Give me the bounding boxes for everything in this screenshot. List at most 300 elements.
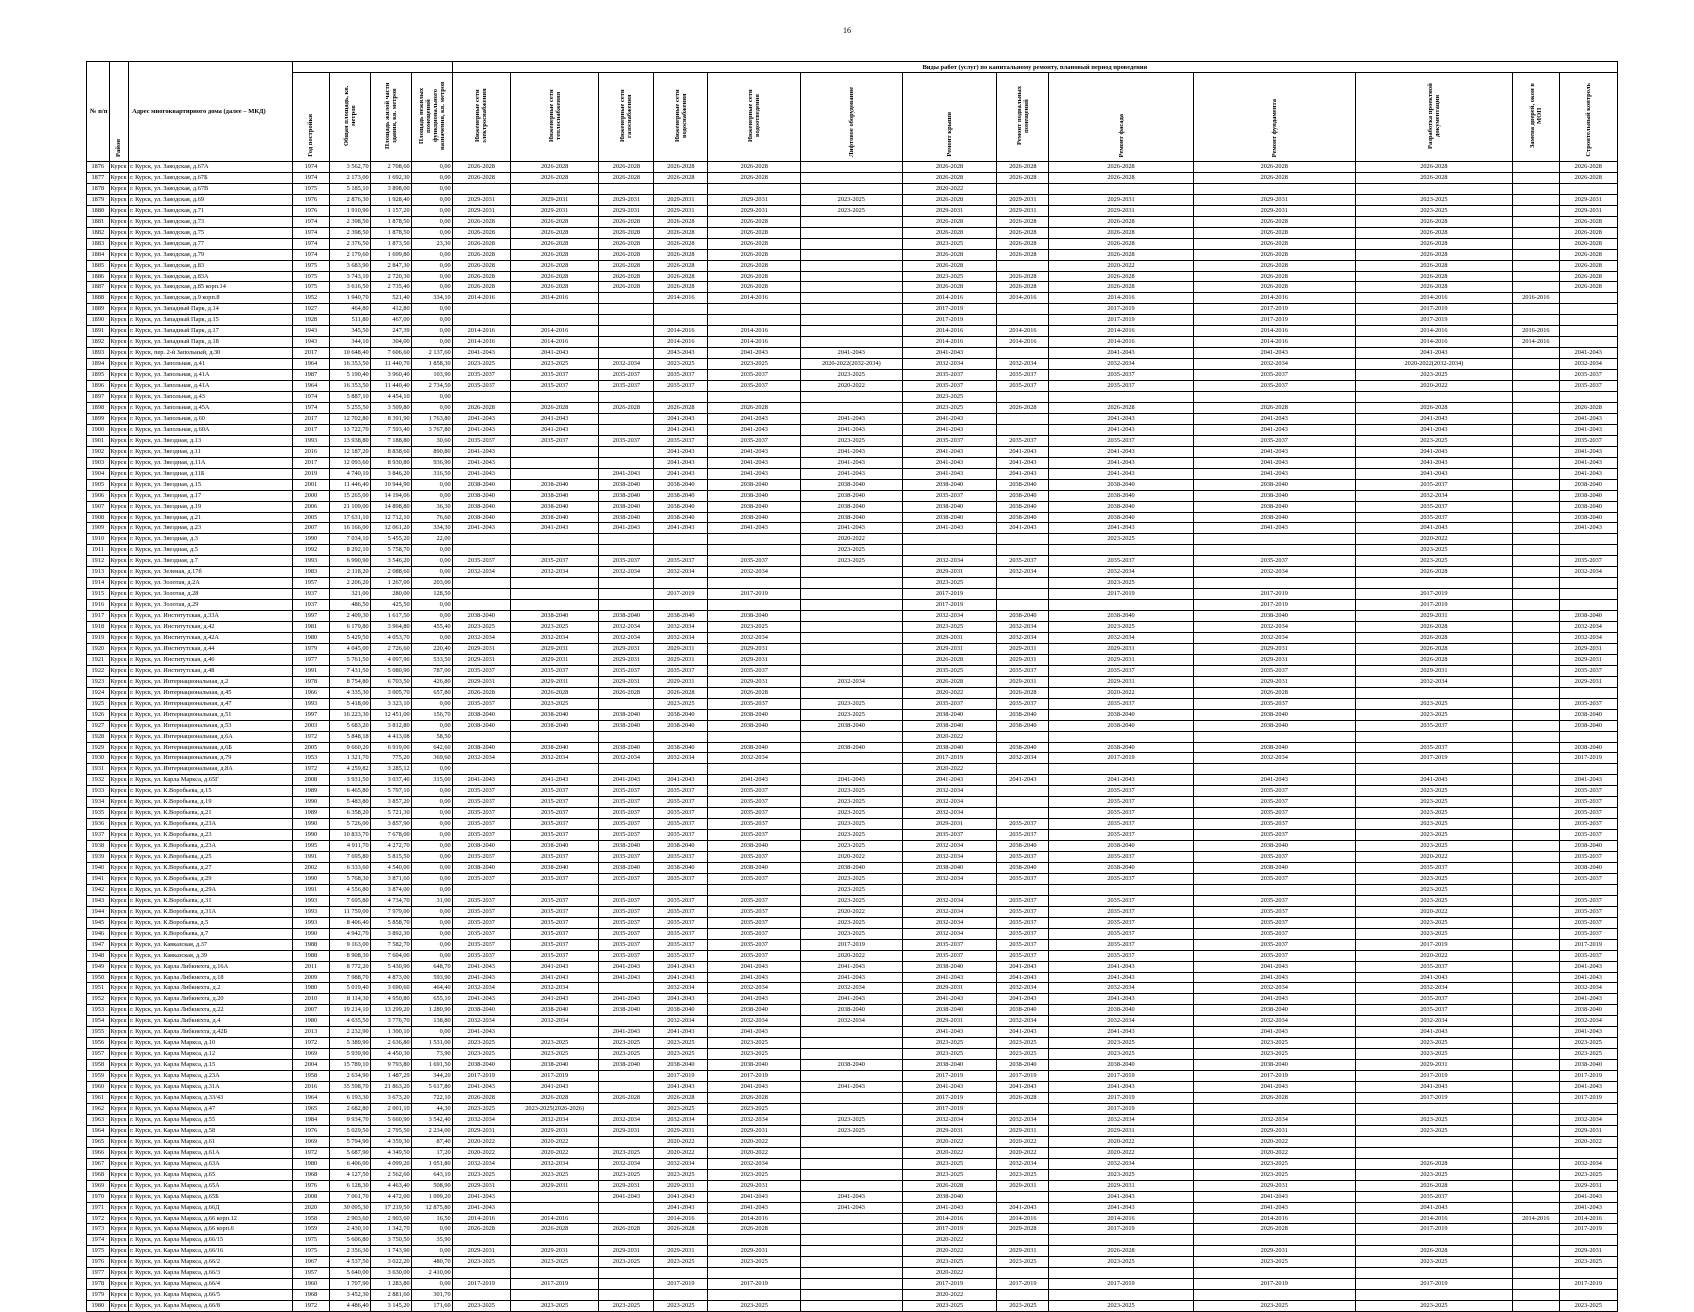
table-cell: 2017-2019 <box>1193 1071 1355 1082</box>
table-cell <box>801 1093 902 1104</box>
table-cell: 2003 <box>293 720 330 731</box>
table-cell: 2041-2043 <box>1193 1027 1355 1038</box>
table-cell: 2041-2043 <box>1355 523 1513 534</box>
table-cell: 5 418,00 <box>329 698 370 709</box>
table-cell: 2026-2028 <box>1559 282 1617 293</box>
address-cell: г. Курск, ул. Интернациональная, д.47 <box>129 698 293 709</box>
table-cell: 5 190,40 <box>329 370 370 381</box>
header-group-row <box>87 62 1618 73</box>
table-cell: 2038-2040 <box>654 720 708 731</box>
table-cell: 0,00 <box>411 1027 452 1038</box>
table-cell <box>801 162 902 173</box>
table-cell <box>1513 1136 1559 1147</box>
table-row <box>87 359 1618 370</box>
table-cell: 2035-2037 <box>599 950 654 961</box>
table-cell: 2035-2037 <box>1559 917 1617 928</box>
table-cell: 35 598,70 <box>329 1082 370 1093</box>
table-cell: 2017-2019 <box>452 1279 510 1290</box>
address-cell: г. Курск, ул. Заводская, д.75 <box>129 227 293 238</box>
table-cell <box>1513 1147 1559 1158</box>
table-cell <box>997 392 1049 403</box>
table-cell: 3 452,30 <box>329 1290 370 1301</box>
row-number: 1906 <box>87 490 110 501</box>
row-number: 1938 <box>87 841 110 852</box>
table-cell: 0,00 <box>411 315 452 326</box>
table-cell: 2017-2019 <box>997 1071 1049 1082</box>
table-cell: 2014-2016 <box>902 326 997 337</box>
table-cell: 2026-2028 <box>997 1093 1049 1104</box>
table-cell: 2038-2040 <box>1049 1005 1194 1016</box>
table-cell: 2035-2037 <box>599 830 654 841</box>
table-cell: 2026-2028 <box>708 687 801 698</box>
district-cell: Курск <box>109 205 128 216</box>
table-cell: 2026-2028 <box>452 227 510 238</box>
table-cell: 3 776,70 <box>370 1016 411 1027</box>
table-cell: 2038-2040 <box>708 863 801 874</box>
table-cell: 203,00 <box>411 578 452 589</box>
table-cell: 2029-2031 <box>510 643 598 654</box>
table-row <box>87 260 1618 271</box>
table-cell: 2038-2040 <box>997 512 1049 523</box>
table-cell: 5 455,20 <box>370 534 411 545</box>
row-number: 1883 <box>87 238 110 249</box>
table-cell: 6 919,00 <box>370 742 411 753</box>
table-cell: 2023-2025 <box>801 884 902 895</box>
table-cell <box>510 578 598 589</box>
table-cell: 2035-2037 <box>510 830 598 841</box>
table-cell: 2029-2031 <box>1049 643 1194 654</box>
table-row <box>87 1180 1618 1191</box>
row-number: 1877 <box>87 172 110 183</box>
table-cell: 2038-2040 <box>1193 479 1355 490</box>
table-cell: 2026-2028 <box>1193 227 1355 238</box>
table-cell: 2023-2025 <box>902 1257 997 1268</box>
table-cell: 2026-2028 <box>1355 654 1513 665</box>
table-cell: 2014-2016 <box>1049 1213 1194 1224</box>
table-cell: 321,00 <box>329 589 370 600</box>
table-cell: 2032-2034 <box>997 359 1049 370</box>
table-cell: 2026-2028 <box>452 282 510 293</box>
table-cell <box>801 764 902 775</box>
table-cell: 2035-2037 <box>510 852 598 863</box>
table-cell: 10 833,70 <box>329 830 370 841</box>
table-cell: 2035-2037 <box>452 917 510 928</box>
table-cell: 2041-2043 <box>452 424 510 435</box>
district-cell: Курск <box>109 928 128 939</box>
table-cell: 2029-2031 <box>1193 1246 1355 1257</box>
table-cell: 2014-2016 <box>708 326 801 337</box>
table-cell: 2023-2025 <box>1355 786 1513 797</box>
table-cell: 2032-2034 <box>997 567 1049 578</box>
table-cell <box>599 534 654 545</box>
table-cell <box>1513 1049 1559 1060</box>
table-cell <box>599 326 654 337</box>
table-cell: 12 702,80 <box>329 413 370 424</box>
table-cell: 1943 <box>293 337 330 348</box>
table-cell: 6 128,30 <box>329 1180 370 1191</box>
header-col-year: Год постройки <box>293 73 330 162</box>
table-cell: 2041-2043 <box>1049 424 1194 435</box>
table-cell: 2038-2040 <box>1049 611 1194 622</box>
table-cell: 2029-2031 <box>1193 194 1355 205</box>
table-cell: 2026-2028 <box>1355 622 1513 633</box>
table-cell <box>997 183 1049 194</box>
table-cell: 2011 <box>293 961 330 972</box>
table-cell <box>1559 884 1617 895</box>
table-cell: 2038-2040 <box>902 1060 997 1071</box>
table-cell: 2035-2037 <box>654 786 708 797</box>
table-cell: 4 045,00 <box>329 643 370 654</box>
table-cell: 2017-2019 <box>1049 1093 1194 1104</box>
table-cell: 1991 <box>293 884 330 895</box>
table-cell: 5 606,80 <box>329 1235 370 1246</box>
table-cell: 2029-2031 <box>1559 654 1617 665</box>
table-cell: 2032-2034 <box>1193 753 1355 764</box>
table-cell: 2023-2025 <box>1559 1038 1617 1049</box>
district-cell: Курск <box>109 556 128 567</box>
table-cell: 2023-2025 <box>1355 545 1513 556</box>
table-cell: 2023-2025 <box>801 797 902 808</box>
table-cell: 2023-2025 <box>599 1169 654 1180</box>
table-cell: 2014-2016 <box>654 293 708 304</box>
table-cell: 5 761,50 <box>329 654 370 665</box>
table-cell: 2038-2040 <box>654 863 708 874</box>
address-cell: г. Курск, ул. Зеленая, д.17б <box>129 567 293 578</box>
district-cell: Курск <box>109 863 128 874</box>
table-cell: 2023-2025 <box>1049 622 1194 633</box>
table-cell: 2041-2043 <box>1049 413 1194 424</box>
table-cell: 2035-2037 <box>1355 994 1513 1005</box>
table-cell: 2038-2040 <box>452 501 510 512</box>
table-cell: 2032-2034 <box>997 1158 1049 1169</box>
district-cell: Курск <box>109 1103 128 1114</box>
table-cell: 2038-2040 <box>654 479 708 490</box>
table-cell: 2026-2028 <box>997 172 1049 183</box>
table-cell: 2035-2037 <box>1049 873 1194 884</box>
table-cell <box>1513 315 1559 326</box>
row-number: 1944 <box>87 906 110 917</box>
table-cell: 2029-2031 <box>1193 676 1355 687</box>
address-cell: г. Курск, ул. Карла Маркса, д.23А <box>129 1071 293 1082</box>
address-cell: г. Курск, ул. Заводская, д.67Б <box>129 172 293 183</box>
table-cell: 2035-2037 <box>1049 950 1194 961</box>
table-cell: 2038-2040 <box>1193 709 1355 720</box>
table-row <box>87 479 1618 490</box>
table-cell: 2026-2028 <box>1193 172 1355 183</box>
table-cell: 2023-2025 <box>654 359 708 370</box>
table-cell: 4 099,20 <box>370 1158 411 1169</box>
table-cell <box>1049 764 1194 775</box>
table-cell: 2035-2037 <box>510 370 598 381</box>
table-cell: 2023-2025 <box>1559 1257 1617 1268</box>
table-cell: 2041-2043 <box>1355 413 1513 424</box>
table-cell: 2017-2019 <box>654 589 708 600</box>
table-cell <box>599 578 654 589</box>
table-cell: 2017-2019 <box>902 589 997 600</box>
table-cell: 2014-2016 <box>902 337 997 348</box>
table-cell: 2029-2031 <box>452 643 510 654</box>
table-cell: 2032-2034 <box>510 1016 598 1027</box>
table-row <box>87 994 1618 1005</box>
table-cell: 2035-2037 <box>1193 906 1355 917</box>
table-cell: 14 898,80 <box>370 501 411 512</box>
table-cell <box>599 1071 654 1082</box>
table-cell: 2017-2019 <box>452 1071 510 1082</box>
table-cell: 2035-2037 <box>452 381 510 392</box>
table-cell: 2029-2031 <box>708 205 801 216</box>
table-cell: 2026-2028 <box>997 271 1049 282</box>
table-cell: 2032-2034 <box>452 1158 510 1169</box>
table-cell: 2032-2034 <box>599 567 654 578</box>
table-cell: 2041-2043 <box>599 972 654 983</box>
table-cell: 316,50 <box>411 468 452 479</box>
table-row <box>87 282 1618 293</box>
table-cell: 3 960,40 <box>370 370 411 381</box>
table-cell: 511,80 <box>329 315 370 326</box>
row-number: 1882 <box>87 227 110 238</box>
table-cell: 1993 <box>293 435 330 446</box>
row-number: 1880 <box>87 205 110 216</box>
address-cell: г. Курск, ул. Карла Маркса, д.66/5 <box>129 1290 293 1301</box>
table-cell: 2023-2025 <box>1559 1169 1617 1180</box>
table-cell: 2041-2043 <box>1193 523 1355 534</box>
district-cell: Курск <box>109 260 128 271</box>
table-row <box>87 424 1618 435</box>
table-cell: 2035-2037 <box>599 556 654 567</box>
address-cell: г. Курск, ул. Звездная, д.23 <box>129 523 293 534</box>
table-cell: 2029-2031 <box>1355 611 1513 622</box>
address-cell: г. Курск, ул. Кавказская, д.39 <box>129 950 293 961</box>
table-cell: 9 660,20 <box>329 742 370 753</box>
table-cell: 2032-2034 <box>654 1114 708 1125</box>
table-cell <box>1513 852 1559 863</box>
row-number: 1957 <box>87 1049 110 1060</box>
table-cell <box>1513 556 1559 567</box>
table-cell: 8 114,30 <box>329 994 370 1005</box>
table-cell: 2014-2016 <box>902 293 997 304</box>
table-cell: 2041-2043 <box>1049 972 1194 983</box>
table-cell: 2026-2028 <box>452 238 510 249</box>
table-cell <box>801 578 902 589</box>
table-cell: 2029-2031 <box>902 567 997 578</box>
table-cell <box>452 183 510 194</box>
header-col-elevator: Лифтовое оборудование <box>801 73 902 162</box>
table-cell: 2017-2019 <box>1049 589 1194 600</box>
table-cell: 2016-2016 <box>1513 293 1559 304</box>
row-number: 1902 <box>87 446 110 457</box>
table-cell: 2035-2037 <box>1355 863 1513 874</box>
table-cell: 2035-2037 <box>708 895 801 906</box>
table-cell: 2020-2022 <box>902 1136 997 1147</box>
table-cell: 2020-2022 <box>510 1147 598 1158</box>
district-cell: Курск <box>109 370 128 381</box>
address-cell: г. Курск, ул. Институтская, д.46 <box>129 654 293 665</box>
district-cell: Курск <box>109 1191 128 1202</box>
table-cell: 2 206,20 <box>329 578 370 589</box>
table-cell: 2038-2040 <box>708 512 801 523</box>
table-row <box>87 216 1618 227</box>
address-cell: г. Курск, ул. Интернациональная, д.2 <box>129 676 293 687</box>
table-cell: 2041-2043 <box>510 775 598 786</box>
address-cell: г. Курск, ул. Заводская, д.67А <box>129 162 293 173</box>
table-cell: 2041-2043 <box>599 523 654 534</box>
table-row <box>87 972 1618 983</box>
table-cell: 2029-2031 <box>1193 654 1355 665</box>
table-cell: 2029-2031 <box>902 1125 997 1136</box>
table-cell: 2035-2037 <box>1559 698 1617 709</box>
table-cell: 2014-2016 <box>708 293 801 304</box>
table-cell: 2035-2037 <box>510 435 598 446</box>
table-cell: 2026-2028 <box>510 260 598 271</box>
row-number: 1973 <box>87 1224 110 1235</box>
table-cell: 2014-2016 <box>1193 293 1355 304</box>
table-cell <box>997 578 1049 589</box>
table-cell <box>510 1268 598 1279</box>
table-cell: 2032-2034 <box>1193 1016 1355 1027</box>
table-cell: 1974 <box>293 162 330 173</box>
table-cell: 0,00 <box>411 808 452 819</box>
table-cell: 2026-2028 <box>452 271 510 282</box>
table-cell: 9 163,00 <box>329 939 370 950</box>
table-cell: 2041-2043 <box>801 446 902 457</box>
table-cell: 2020-2022 <box>997 1136 1049 1147</box>
table-cell: 2014-2016 <box>708 337 801 348</box>
table-cell: 2038-2040 <box>599 512 654 523</box>
table-row <box>87 1049 1618 1060</box>
table-cell: 2005 <box>293 742 330 753</box>
table-cell: 2026-2028 <box>1049 238 1194 249</box>
district-cell: Курск <box>109 654 128 665</box>
table-cell: 5 794,90 <box>329 1136 370 1147</box>
table-cell <box>1513 402 1559 413</box>
table-cell: 2032-2034 <box>452 567 510 578</box>
table-cell: 2041-2043 <box>801 961 902 972</box>
table-cell: 2032-2034 <box>801 1016 902 1027</box>
table-cell: 2035-2037 <box>1193 381 1355 392</box>
table-cell: 1974 <box>293 216 330 227</box>
table-cell: 103,90 <box>411 370 452 381</box>
table-cell: 2029-2031 <box>1193 205 1355 216</box>
table-cell: 2023-2025 <box>708 1257 801 1268</box>
table-cell: 4 335,30 <box>329 687 370 698</box>
table-row <box>87 1027 1618 1038</box>
district-cell: Курск <box>109 819 128 830</box>
row-number: 1911 <box>87 545 110 556</box>
table-cell: 280,00 <box>370 589 411 600</box>
table-cell: 2026-2028 <box>1049 216 1194 227</box>
table-row <box>87 1169 1618 1180</box>
table-cell <box>1513 162 1559 173</box>
table-cell: 2023-2025 <box>801 841 902 852</box>
row-number: 1964 <box>87 1125 110 1136</box>
table-cell <box>997 545 1049 556</box>
table-cell <box>1559 731 1617 742</box>
table-cell: 2023-2025 <box>1355 841 1513 852</box>
table-cell: 2035-2037 <box>708 819 801 830</box>
table-cell: 1974 <box>293 172 330 183</box>
district-cell: Курск <box>109 961 128 972</box>
table-cell: 1959 <box>293 1224 330 1235</box>
district-cell: Курск <box>109 720 128 731</box>
row-number: 1949 <box>87 961 110 972</box>
table-cell: 2023-2025 <box>708 622 801 633</box>
table-cell: 2029-2031 <box>1049 1125 1194 1136</box>
table-cell: 2 903,60 <box>329 1213 370 1224</box>
table-cell: 2014-2016 <box>510 1213 598 1224</box>
table-cell: 2023-2025 <box>510 1257 598 1268</box>
table-cell: 787,00 <box>411 665 452 676</box>
table-cell: 2023-2025 <box>1049 1169 1194 1180</box>
table-cell <box>801 271 902 282</box>
table-cell: 5 768,30 <box>329 873 370 884</box>
table-cell: 2 726,60 <box>370 643 411 654</box>
table-cell: 2026-2028 <box>1355 567 1513 578</box>
row-number: 1956 <box>87 1038 110 1049</box>
table-cell: 2041-2043 <box>654 972 708 983</box>
row-number: 1897 <box>87 392 110 403</box>
table-cell: 2035-2037 <box>1193 928 1355 939</box>
table-cell: 2035-2037 <box>1355 1191 1513 1202</box>
table-cell <box>1513 1279 1559 1290</box>
table-cell <box>452 1235 510 1246</box>
table-cell <box>599 1290 654 1301</box>
table-cell: 2041-2043 <box>997 1027 1049 1038</box>
table-cell: 44,30 <box>411 1103 452 1114</box>
table-cell: 2041-2043 <box>1193 972 1355 983</box>
table-cell <box>510 1235 598 1246</box>
table-cell <box>1513 370 1559 381</box>
table-cell: 2041-2043 <box>801 1082 902 1093</box>
table-cell: 3 931,50 <box>329 775 370 786</box>
table-cell: 2032-2034 <box>510 632 598 643</box>
table-cell <box>708 183 801 194</box>
table-cell: 2023-2025 <box>902 622 997 633</box>
table-cell: 2017-2019 <box>510 1279 598 1290</box>
table-row <box>87 545 1618 556</box>
table-cell: 2038-2040 <box>1559 1060 1617 1071</box>
table-cell: 2032-2034 <box>599 622 654 633</box>
table-cell: 2026-2028 <box>997 238 1049 249</box>
table-cell: 2023-2025 <box>510 622 598 633</box>
table-cell: 2023-2025 <box>1193 1038 1355 1049</box>
table-cell: 2026-2028 <box>708 402 801 413</box>
table-cell <box>1513 1191 1559 1202</box>
table-cell: 2 137,60 <box>411 348 452 359</box>
table-cell: 2035-2037 <box>1559 873 1617 884</box>
header-col-design-docs: Разработка проектной документации <box>1355 73 1513 162</box>
address-cell: г. Курск, ул. Карла Маркса, д.15 <box>129 1060 293 1071</box>
table-cell: 2005 <box>293 512 330 523</box>
table-cell: 2035-2037 <box>1049 381 1194 392</box>
row-number: 1918 <box>87 622 110 633</box>
row-number: 1933 <box>87 786 110 797</box>
table-cell: 2038-2040 <box>1049 512 1194 523</box>
table-cell: 2035-2037 <box>708 917 801 928</box>
table-cell <box>1513 1224 1559 1235</box>
table-cell: 2038-2040 <box>1049 1060 1194 1071</box>
table-cell: 2 001,10 <box>370 1103 411 1114</box>
table-cell <box>801 1213 902 1224</box>
table-cell: 2017-2019 <box>1193 600 1355 611</box>
district-cell: Курск <box>109 315 128 326</box>
table-cell: 2023-2025 <box>1049 534 1194 545</box>
table-cell: 4 635,50 <box>329 1016 370 1027</box>
table-row <box>87 753 1618 764</box>
address-cell: г. Курск, ул. Карла Маркса, д.65А <box>129 1180 293 1191</box>
table-cell: 2026-2028 <box>997 162 1049 173</box>
table-cell <box>1513 381 1559 392</box>
table-cell: 12 712,10 <box>370 512 411 523</box>
